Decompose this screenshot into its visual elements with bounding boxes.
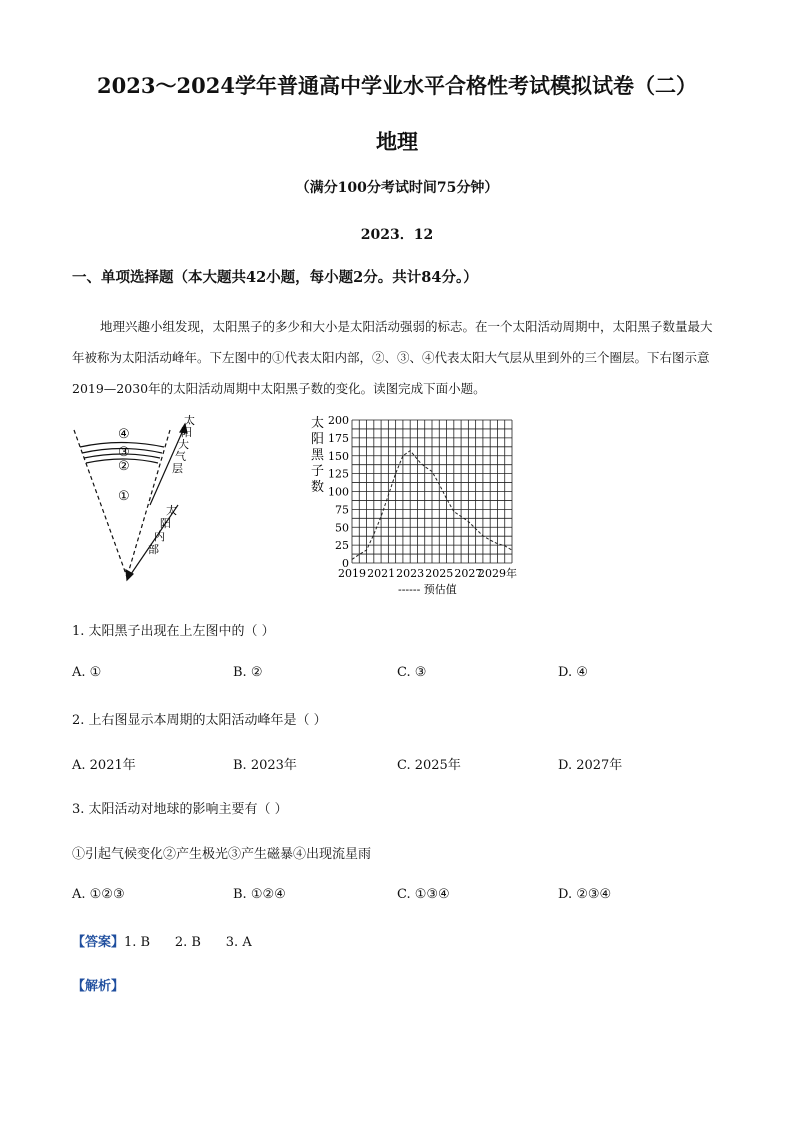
analysis-tag: 【解析】 [72, 979, 125, 994]
answer-tag: 【答案】 [72, 935, 125, 950]
y-axis-label-char: 太 [311, 416, 325, 431]
question-1-stem: 1. 太阳黑子出现在上左图中的（ ） [72, 624, 275, 639]
q2-option-c[interactable]: C. 2025年 [397, 758, 461, 773]
interior-label-char: 太 [166, 504, 177, 517]
sun-layers-figure [66, 410, 196, 585]
atmosphere-label-char: 大 [178, 438, 189, 451]
y-tick-label: 75 [335, 503, 349, 517]
y-tick-label: 200 [328, 414, 349, 427]
answer-line [72, 931, 252, 950]
question-3-statements: ①引起气候变化②产生极光③产生磁暴④出现流星雨 [72, 847, 372, 862]
label-sun-atmosphere [172, 413, 195, 475]
interior-label-char: 阳 [160, 517, 171, 530]
q3-option-d[interactable]: D. ②③④ [558, 887, 612, 902]
y-axis-label-char: 黑 [311, 448, 325, 463]
x-tick-label: 2019 [338, 567, 366, 580]
chart-legend: ------ 预估值 [398, 583, 457, 596]
y-tick-label: 0 [342, 557, 349, 570]
y-tick-label: 100 [328, 485, 349, 499]
label-layer-4: ④ [118, 427, 130, 442]
section-heading: 一、单项选择题（本大题共42小题，每小题2分。共计84分。） [72, 269, 478, 286]
interior-label-char: 部 [148, 543, 159, 556]
chart-grid [352, 420, 512, 563]
label-layer-2: ② [118, 459, 130, 474]
question-3-stem: 3. 太阳活动对地球的影响主要有（ ） [72, 802, 288, 817]
section-intro: 地理兴趣小组发现，太阳黑子的多少和大小是太阳活动强弱的标志。在一个太阳活动周期中，太阳黑子数量最大年被称为太阳活动峰年。下左图中的①代表太阳内部，②、③、④代表太阳大气层从里到外的三个圈层。下右图示意2019—2030年的太阳活动周期中太阳黑子数的变化。读图完成下面小题。 [72, 319, 713, 396]
exam-title: 2023～2024学年普通高中学业水平合格性考试模拟试卷（二） [97, 73, 697, 98]
chart-ylabel [311, 415, 325, 495]
label-sun-interior [148, 503, 177, 556]
y-tick-label: 175 [328, 431, 349, 445]
subject-title: 地理 [376, 129, 418, 154]
q3-option-a[interactable]: A. ①②③ [72, 887, 125, 902]
atmosphere-label-char: 阳 [181, 426, 192, 439]
q1-option-d[interactable]: D. ④ [558, 665, 588, 680]
q2-option-a[interactable]: A. 2021年 [72, 758, 136, 773]
y-tick-label: 50 [335, 521, 349, 535]
q1-option-c[interactable]: C. ③ [397, 665, 427, 680]
atmosphere-label-char: 层 [172, 462, 183, 475]
x-tick-label: 2027 [454, 567, 483, 580]
interior-label-char: 内 [154, 530, 165, 543]
q2-option-b[interactable]: B. 2023年 [233, 758, 297, 773]
exam-date: 2023．12 [360, 227, 434, 243]
x-tick-label: 2021 [367, 567, 396, 580]
chart-y-ticks [328, 414, 349, 570]
y-axis-label-char: 阳 [311, 432, 325, 447]
atmosphere-label-char: 太 [184, 414, 195, 427]
x-tick-label: 2025 [425, 567, 454, 580]
label-layer-1: ① [118, 489, 130, 504]
arrow-head-down-icon [126, 570, 133, 580]
x-tick-label: 2029年 [477, 567, 517, 580]
q3-option-b[interactable]: B. ①②④ [233, 887, 286, 902]
q3-option-c[interactable]: C. ①③④ [397, 887, 450, 902]
chart-x-ticks [338, 566, 517, 580]
q2-option-d[interactable]: D. 2027年 [558, 758, 623, 773]
y-tick-label: 25 [335, 539, 349, 553]
sunspot-chart [300, 410, 540, 600]
question-2-stem: 2. 上右图显示本周期的太阳活动峰年是（ ） [72, 713, 327, 728]
exam-note: （满分100分考试时间75分钟） [295, 180, 499, 196]
y-tick-label: 125 [328, 467, 349, 481]
y-axis-label-char: 数 [311, 480, 325, 495]
y-axis-label-char: 子 [311, 464, 325, 479]
q1-option-b[interactable]: B. ② [233, 665, 263, 680]
answer-text: 1. B 2. B 3. A [124, 935, 252, 950]
q1-option-a[interactable]: A. ① [72, 665, 102, 680]
label-layer-3: ③ [118, 445, 130, 460]
x-tick-label: 2023 [396, 567, 425, 580]
atmosphere-label-char: 气 [175, 450, 186, 463]
y-tick-label: 150 [328, 449, 349, 463]
